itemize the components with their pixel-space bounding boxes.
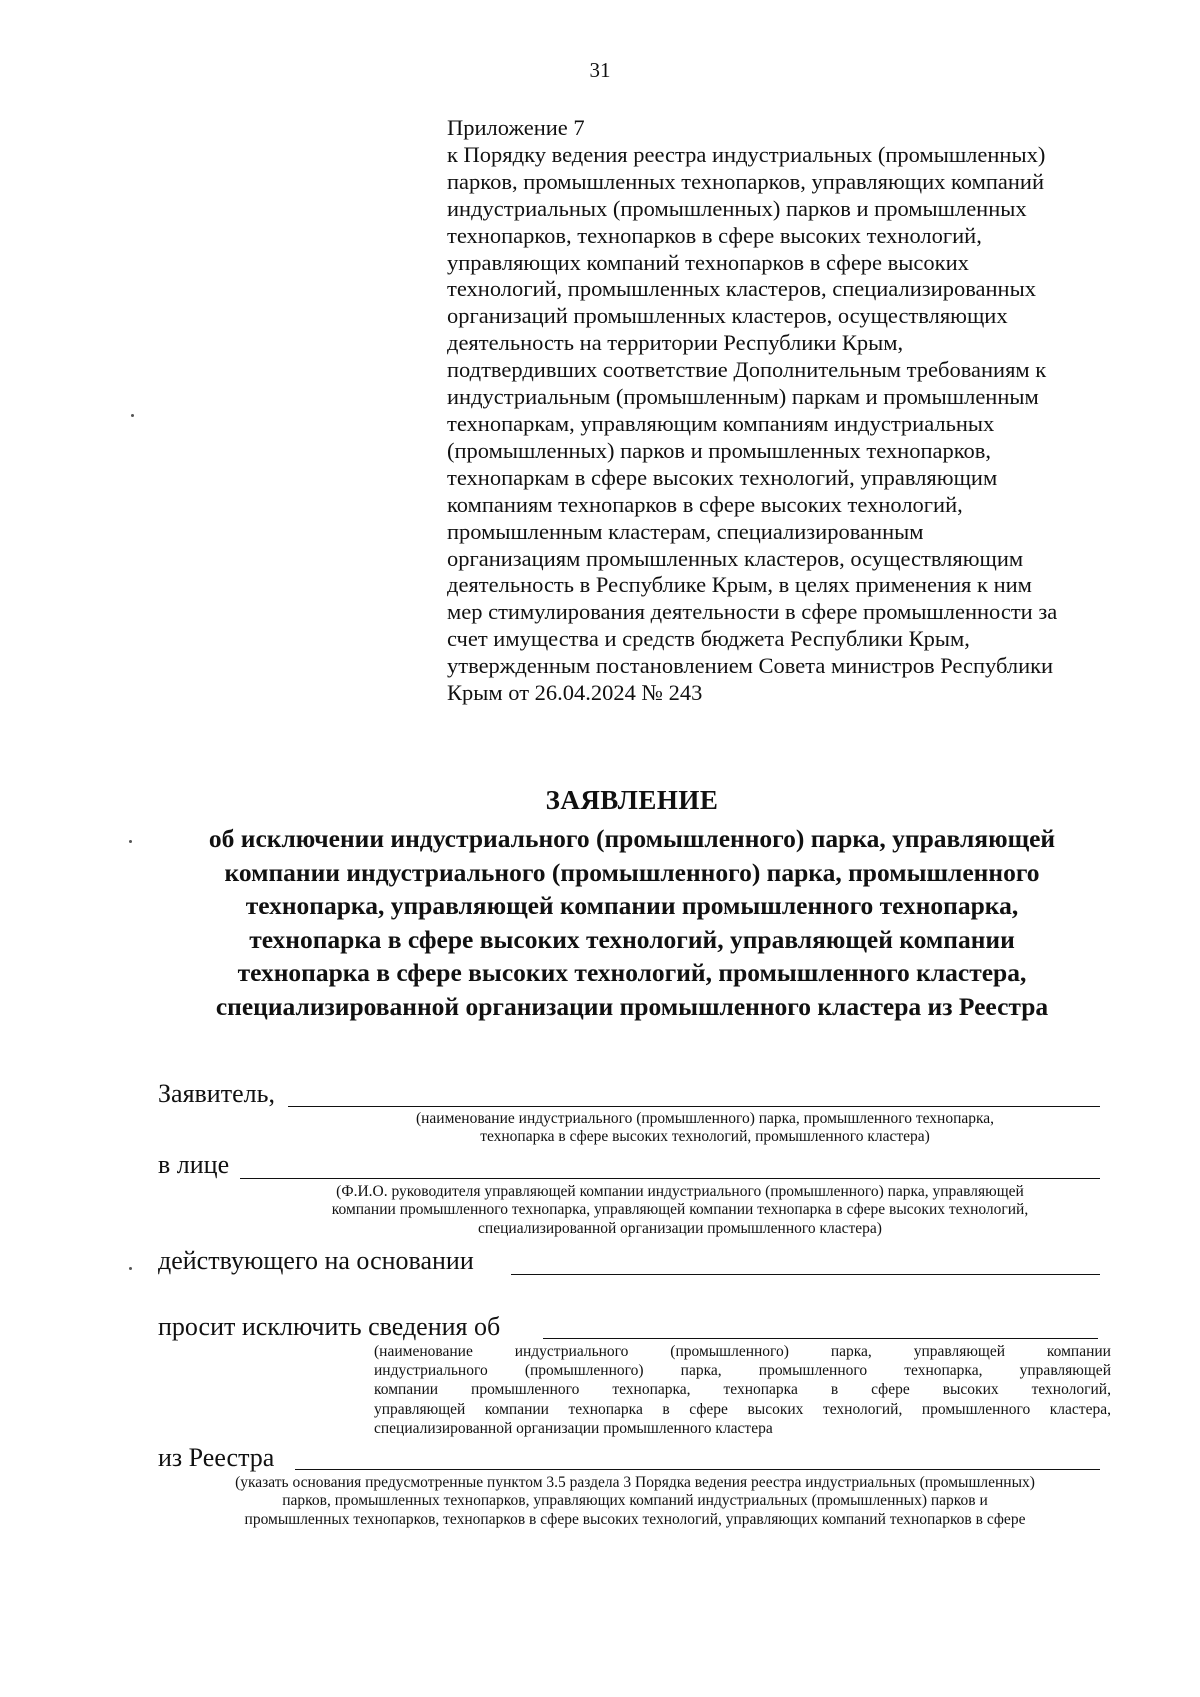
appendix-line: индустриальных (промышленных) парков и промышленных (447, 195, 1027, 221)
appendix-reference (447, 115, 1147, 707)
note-line: специализированной организации промышленного кластера (374, 1419, 773, 1437)
appendix-line: технопарков, технопарков в сфере высоких технологий, (447, 222, 982, 248)
note-line: промышленных технопарков, технопарков в сфере высоких технологий, управляющих компаний технопарков в сфере (244, 1510, 1026, 1528)
request-note (374, 1342, 1111, 1438)
appendix-line: промышленным кластерам, специализированным (447, 518, 924, 544)
registry-label: из Реестра (158, 1443, 275, 1472)
note-line: управляющей компании технопарка в сфере высоких технологий, промышленного кластера, (374, 1400, 1111, 1418)
appendix-line: технологий, промышленных кластеров, специализированных (447, 276, 1036, 302)
appendix-line: к Порядку ведения реестра индустриальных (промышленных) (447, 141, 1046, 167)
appendix-line: компаниям технопарков в сфере высоких технологий, (447, 491, 963, 517)
note-line: специализированной организации промышленного кластера) (478, 1219, 882, 1237)
appendix-line: (промышленных) парков и промышленных технопарков, (447, 437, 992, 463)
applicant-label: Заявитель, (158, 1079, 275, 1108)
note-line: индустриального (промышленного) парка, промышленного технопарка, управляющей (374, 1362, 1111, 1380)
scan-speck (131, 414, 134, 417)
applicant-field[interactable] (288, 1106, 1100, 1107)
subtitle-line: технопарка, управляющей компании промышленного технопарка, (245, 891, 1019, 921)
note-line: компании промышленного технопарка, технопарка в сфере высоких технологий, (374, 1381, 1111, 1399)
request-label: просит исключить сведения об (158, 1312, 501, 1341)
page-number: 31 (589, 58, 611, 82)
note-line: (Ф.И.О. руководителя управляющей компании индустриального (промышленного) парка, управляющей (336, 1183, 1024, 1200)
appendix-line: деятельность на территории Республики Крым, (447, 330, 904, 356)
appendix-line: деятельность в Республике Крым, в целях применения к ним (447, 572, 1032, 598)
appendix-line: индустриальным (промышленным) паркам и промышленным (447, 384, 1039, 410)
appendix-line: организаций промышленных кластеров, осуществляющих (447, 303, 1008, 329)
note-line: (наименование индустриального (промышленного) парка, управляющей компании (374, 1343, 1111, 1360)
appendix-line: управляющих компаний технопарков в сфере высоких (447, 249, 969, 275)
appendix-line: технопаркам, управляющим компаниям индустриальных (447, 410, 995, 436)
basis-label: действующего на основании (158, 1246, 474, 1275)
document-subtitle (150, 822, 1114, 1024)
document-title: ЗАЯВЛЕНИЕ (545, 785, 719, 815)
registry-field[interactable] (295, 1469, 1100, 1470)
scan-speck (129, 1267, 132, 1270)
note-line: (указать основания предусмотренные пунктом 3.5 раздела 3 Порядка ведения реестра индустриальных (промышленных) (235, 1474, 1035, 1491)
subtitle-line: специализированной организации промышленного кластера из Реестра (215, 991, 1049, 1021)
note-line: (наименование индустриального (промышленного) парка, промышленного технопарка, (415, 1110, 995, 1127)
subtitle-line: технопарка в сфере высоких технологий, управляющей компании (249, 924, 1015, 954)
appendix-line: организациям промышленных кластеров, осуществляющим (447, 545, 1024, 571)
basis-field[interactable] (511, 1274, 1100, 1275)
subtitle-line: компании индустриального (промышленного) парка, промышленного (224, 857, 1040, 887)
appendix-line: технопаркам в сфере высоких технологий, управляющим (447, 464, 998, 490)
appendix-line: Приложение 7 (447, 115, 585, 140)
appendix-line: мер стимулирования деятельности в сфере промышленности за (447, 599, 1058, 625)
note-line: технопарка в сфере высоких технологий, промышленного кластера) (480, 1128, 930, 1146)
subtitle-line: технопарка в сфере высоких технологий, промышленного кластера, (237, 958, 1027, 988)
subtitle-line: об исключении индустриального (промышленного) парка, управляющей (208, 824, 1056, 853)
appendix-line: счет имущества и средств бюджета Республики Крым, (447, 626, 970, 652)
appendix-line: подтвердивших соответствие Дополнительным требованиям к (447, 357, 1047, 383)
registry-note (150, 1474, 1120, 1529)
applicant-note (300, 1110, 1110, 1147)
appendix-line: парков, промышленных технопарков, управляющих компаний (447, 168, 1045, 194)
scan-speck (129, 840, 132, 843)
note-line: парков, промышленных технопарков, управляющих компаний индустриальных (промышленных) парков и (282, 1492, 988, 1510)
request-field[interactable] (543, 1338, 1098, 1339)
appendix-line: утвержденным постановлением Совета министров Республики (447, 653, 1054, 679)
represented-by-field[interactable] (240, 1178, 1100, 1179)
note-line: компании промышленного технопарка, управляющей компании технопарка в сфере высоких технологий, (331, 1201, 1029, 1219)
appendix-line: Крым от 26.04.2024 № 243 (447, 680, 703, 706)
represented-by-note (250, 1183, 1110, 1238)
represented-by-label: в лице (158, 1150, 230, 1179)
